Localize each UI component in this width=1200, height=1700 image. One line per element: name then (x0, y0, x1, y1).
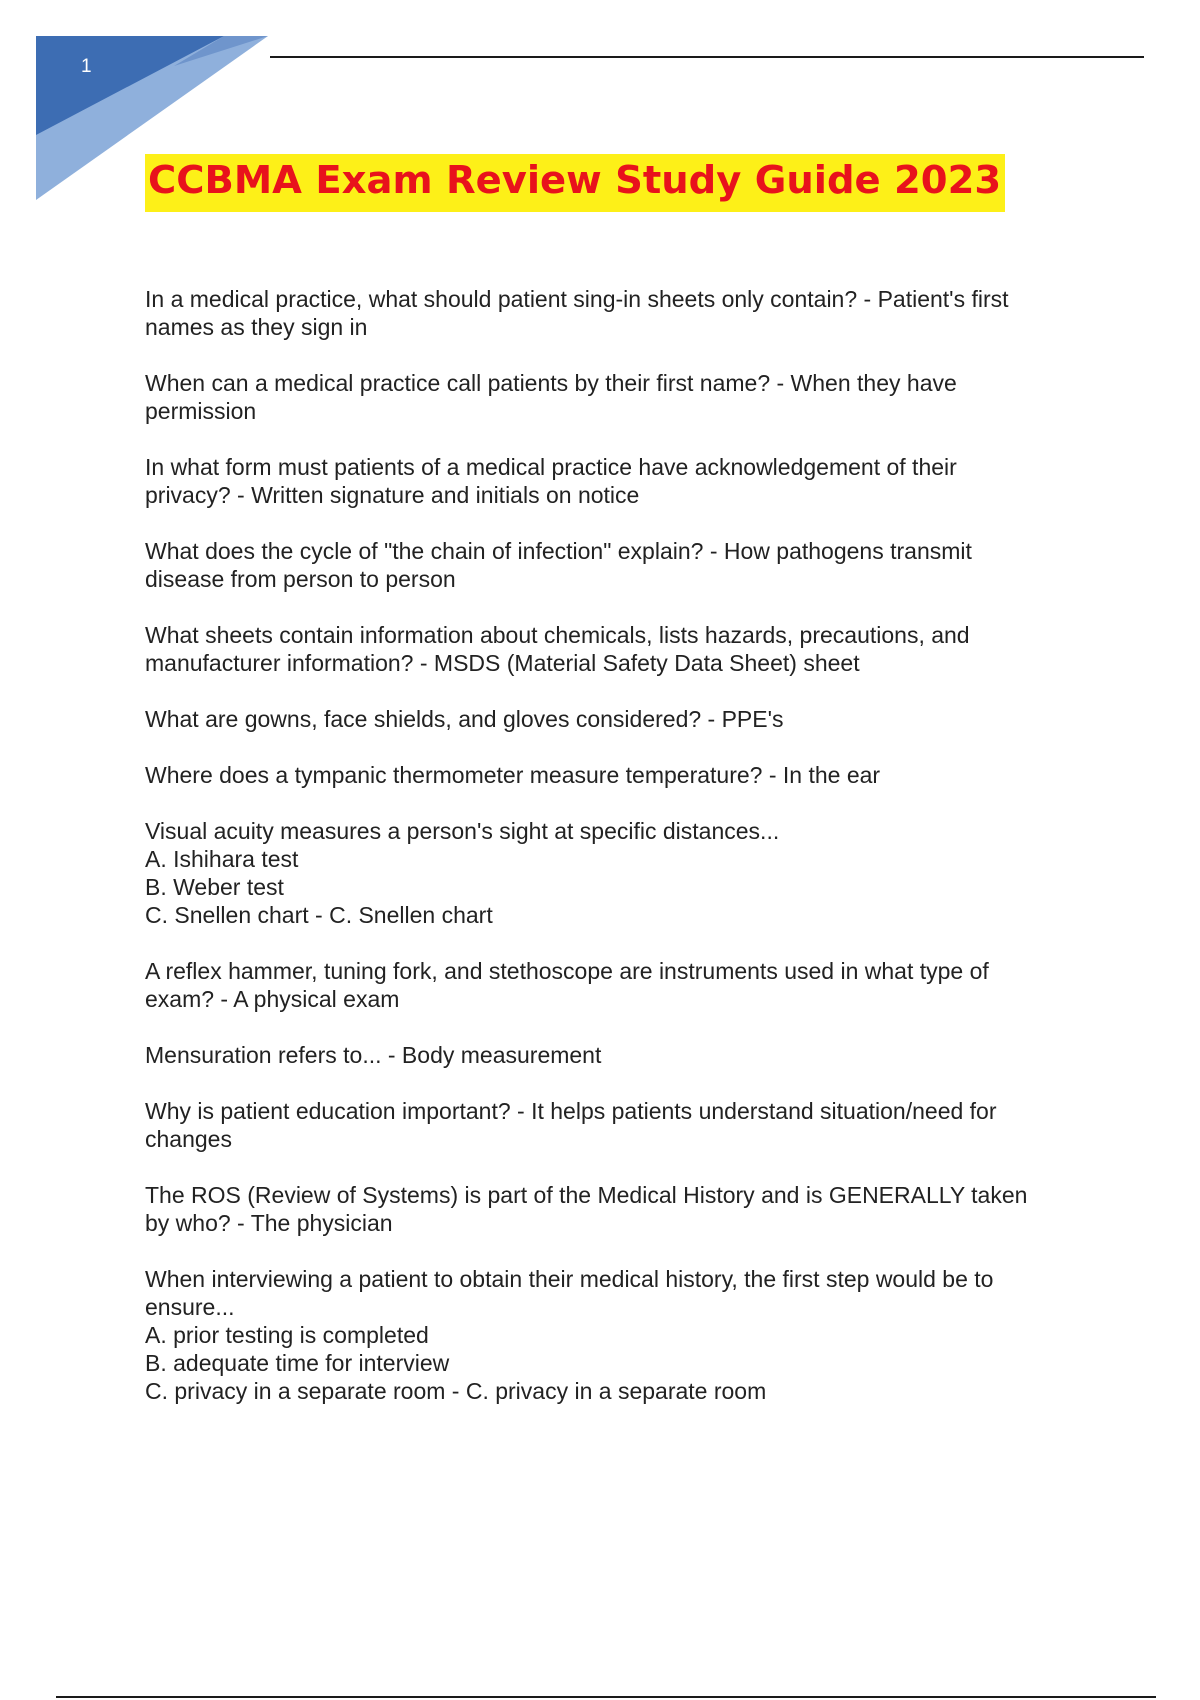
question-item: What does the cycle of "the chain of infection" explain? - How pathogens transmit disease from person to person (145, 538, 972, 592)
question-item: The ROS (Review of Systems) is part of the Medical History and is GENERALLY taken by who? - The physician (145, 1182, 1028, 1236)
question-item: Where does a tympanic thermometer measure temperature? - In the ear (145, 762, 881, 788)
question-item: Visual acuity measures a person's sight at specific distances... A. Ishihara test B. Weber test C. Snellen chart - C. Snellen chart (145, 818, 780, 928)
question-item: In what form must patients of a medical practice have acknowledgement of their privacy? - Written signature and initials on notice (145, 454, 957, 508)
question-item: Why is patient education important? - It helps patients understand situation/need for changes (145, 1098, 997, 1152)
question-item: When can a medical practice call patients by their first name? - When they have permission (145, 370, 957, 424)
header-divider (270, 56, 1144, 58)
document-title: CCBMA Exam Review Study Guide 2023 (145, 154, 1005, 212)
question-item: When interviewing a patient to obtain their medical history, the first step would be to ensure... A. prior testing is completed B. adequate time for interview C. privacy in a separate room - C. privacy in a separate room (145, 1266, 994, 1404)
question-item: In a medical practice, what should patient sing-in sheets only contain? - Patient's first names as they sign in (145, 286, 1009, 340)
question-item: A reflex hammer, tuning fork, and stethoscope are instruments used in what type of exam? - A physical exam (145, 958, 989, 1012)
footer-divider (56, 1696, 1156, 1698)
question-item: Mensuration refers to... - Body measurement (145, 1042, 602, 1068)
question-list (145, 285, 1085, 1433)
page-number: 1 (81, 56, 92, 77)
question-item: What sheets contain information about chemicals, lists hazards, precautions, and manufacturer information? - MSDS (Material Safety Data Sheet) sheet (145, 622, 970, 676)
question-item: What are gowns, face shields, and gloves considered? - PPE's (145, 706, 784, 732)
